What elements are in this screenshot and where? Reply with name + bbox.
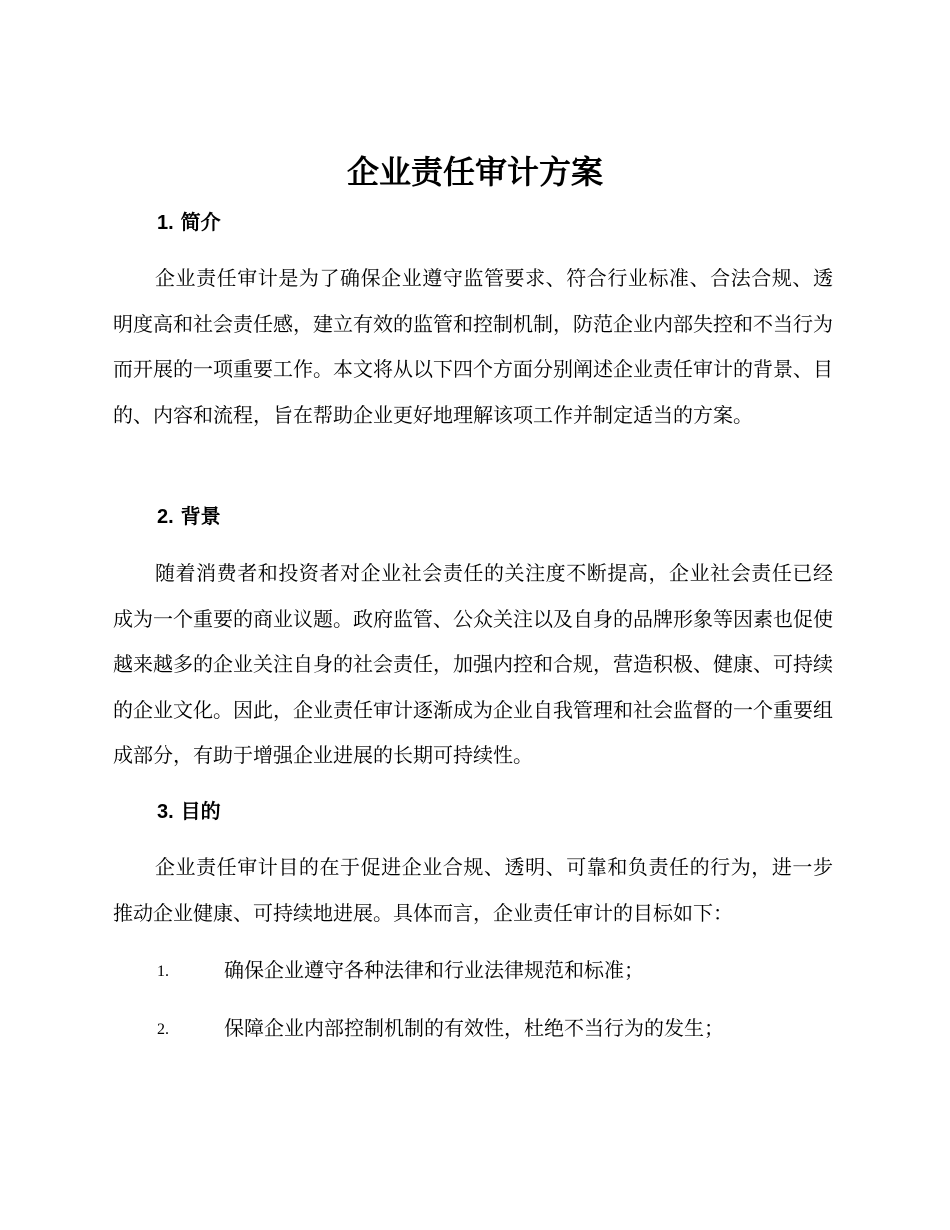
section-number: 2. xyxy=(157,506,174,528)
list-item-text: 保障企业内部控制机制的有效性，杜绝不当行为的发生； xyxy=(224,1016,724,1040)
section-paragraph-purpose: 企业责任审计目的在于促进企业合规、透明、可靠和负责任的行为，进一步推动企业健康、可持续地进展。具体而言，企业责任审计的目标如下： xyxy=(113,855,833,925)
section-heading-intro xyxy=(157,207,221,238)
section-number: 3. xyxy=(157,801,174,823)
section-title: 目的 xyxy=(180,799,221,823)
section-heading-purpose xyxy=(157,796,221,827)
section-heading-background xyxy=(157,501,221,532)
list-item-marker: 2. xyxy=(157,1021,169,1038)
section-paragraph-intro: 企业责任审计是为了确保企业遵守监管要求、符合行业标准、合法合规、透明度高和社会责任感，建立有效的监管和控制机制，防范企业内部失控和不当行为而开展的一项重要工作。本文将从以下四个方面分别阐述企业责任审计的背景、目的、内容和流程，旨在帮助企业更好地理解该项工作并制定适当的方案。 xyxy=(113,266,833,427)
list-item-text: 确保企业遵守各种法律和行业法律规范和标准； xyxy=(224,958,644,982)
section-paragraph-background: 随着消费者和投资者对企业社会责任的关注度不断提高，企业社会责任已经成为一个重要的商业议题。政府监管、公众关注以及自身的品牌形象等因素也促使越来越多的企业关注自身的社会责任，加强内控和合规，营造积极、健康、可持续的企业文化。因此，企业责任审计逐渐成为企业自我管理和社会监督的一个重要组成部分，有助于增强企业进展的长期可持续性。 xyxy=(113,561,833,767)
section-number: 1. xyxy=(157,212,174,234)
section-title: 简介 xyxy=(180,210,221,234)
list-item-marker: 1. xyxy=(157,963,169,980)
document-title: 企业责任审计方案 xyxy=(346,153,603,191)
section-title: 背景 xyxy=(180,504,221,528)
